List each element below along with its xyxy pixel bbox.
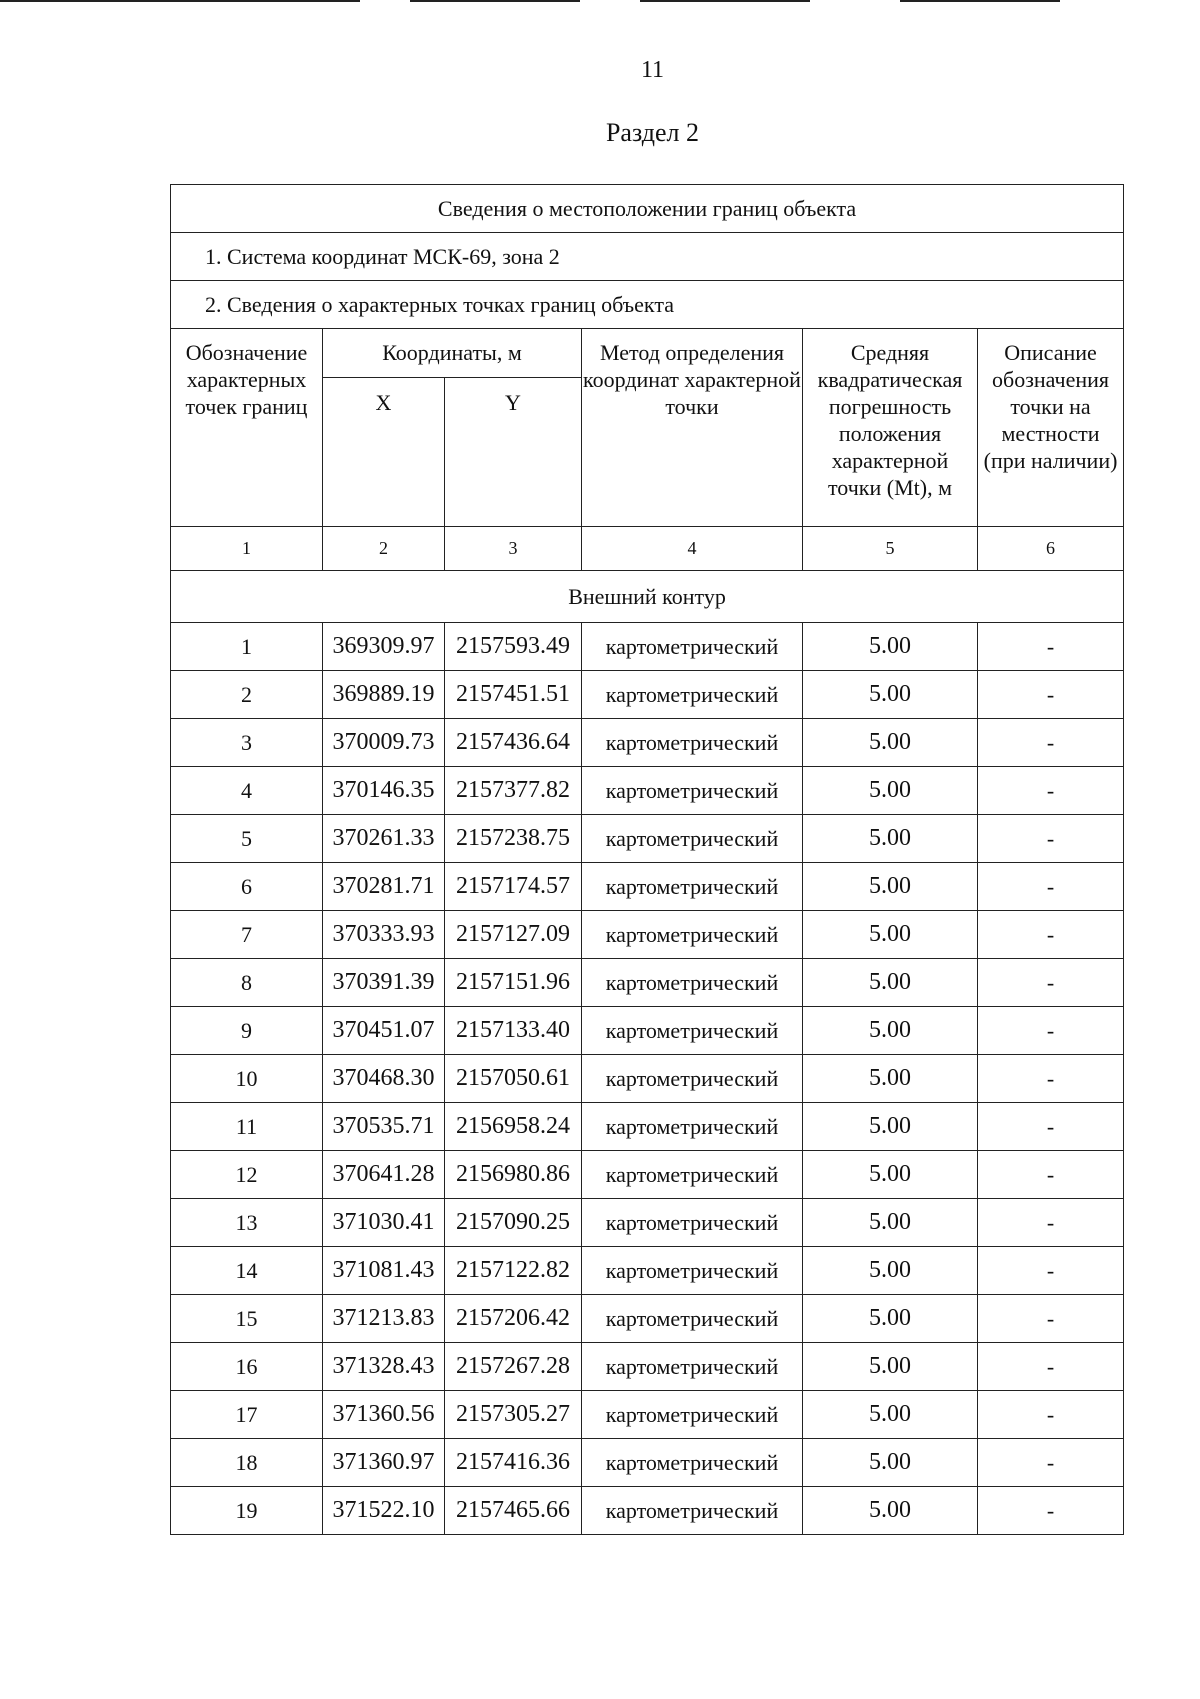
table-row (171, 1343, 1124, 1391)
accuracy-mt: 5.00 (803, 1391, 978, 1439)
header-coordinates: Координаты, м (323, 329, 582, 378)
point-number: 16 (171, 1343, 323, 1391)
method: картометрический (582, 1055, 803, 1103)
coordinate-system: 1. Система координат МСК-69, зона 2 (171, 233, 1124, 281)
coordinate-y: 2157206.42 (445, 1295, 582, 1343)
coordinate-y: 2157377.82 (445, 767, 582, 815)
contour-label: Внешний контур (171, 571, 1124, 623)
accuracy-mt: 5.00 (803, 1007, 978, 1055)
description: - (978, 719, 1124, 767)
table-row (171, 1295, 1124, 1343)
method: картометрический (582, 623, 803, 671)
coordinate-y: 2156958.24 (445, 1103, 582, 1151)
description: - (978, 1151, 1124, 1199)
description: - (978, 1103, 1124, 1151)
description: - (978, 1391, 1124, 1439)
method: картометрический (582, 767, 803, 815)
accuracy-mt: 5.00 (803, 911, 978, 959)
page-number: 11 (640, 57, 665, 83)
method: картометрический (582, 911, 803, 959)
table-row (171, 911, 1124, 959)
coordinate-y: 2157133.40 (445, 1007, 582, 1055)
accuracy-mt: 5.00 (803, 1055, 978, 1103)
point-number: 12 (171, 1151, 323, 1199)
description: - (978, 1247, 1124, 1295)
description: - (978, 815, 1124, 863)
point-number: 9 (171, 1007, 323, 1055)
points-caption: 2. Сведения о характерных точках границ объекта (171, 281, 1124, 329)
accuracy-mt: 5.00 (803, 863, 978, 911)
coordinate-x: 370468.30 (323, 1055, 445, 1103)
table-row (171, 1007, 1124, 1055)
table-row (171, 815, 1124, 863)
description: - (978, 623, 1124, 671)
point-number: 13 (171, 1199, 323, 1247)
point-number: 14 (171, 1247, 323, 1295)
table-row (171, 959, 1124, 1007)
coordinate-y: 2157305.27 (445, 1391, 582, 1439)
header-designation: Обозначение характерных точек границ (171, 329, 323, 527)
coordinate-y: 2157416.36 (445, 1439, 582, 1487)
coordinate-x: 371081.43 (323, 1247, 445, 1295)
method: картометрический (582, 959, 803, 1007)
accuracy-mt: 5.00 (803, 719, 978, 767)
boundary-table-container (170, 184, 1124, 1535)
column-number: 1 (171, 527, 323, 571)
accuracy-mt: 5.00 (803, 1343, 978, 1391)
accuracy-mt: 5.00 (803, 1487, 978, 1535)
table-row (171, 1199, 1124, 1247)
table-row (171, 1247, 1124, 1295)
coordinate-y: 2157238.75 (445, 815, 582, 863)
table-row (171, 1439, 1124, 1487)
method: картометрический (582, 863, 803, 911)
table-body (171, 623, 1124, 1535)
coordinate-x: 370146.35 (323, 767, 445, 815)
coordinate-y: 2157127.09 (445, 911, 582, 959)
point-number: 19 (171, 1487, 323, 1535)
table-row (171, 671, 1124, 719)
coordinate-x: 370261.33 (323, 815, 445, 863)
coordinate-x: 370451.07 (323, 1007, 445, 1055)
table-row (171, 1103, 1124, 1151)
coordinate-x: 370281.71 (323, 863, 445, 911)
header-description: Описание обозначения точки на местности (при наличии) (978, 329, 1124, 527)
description: - (978, 1007, 1124, 1055)
point-number: 17 (171, 1391, 323, 1439)
coordinate-y: 2157151.96 (445, 959, 582, 1007)
table-row (171, 623, 1124, 671)
coordinate-y: 2157436.64 (445, 719, 582, 767)
method: картометрический (582, 1439, 803, 1487)
column-number: 6 (978, 527, 1124, 571)
method: картометрический (582, 1343, 803, 1391)
column-number: 4 (582, 527, 803, 571)
coordinate-x: 370641.28 (323, 1151, 445, 1199)
coordinate-x: 369309.97 (323, 623, 445, 671)
accuracy-mt: 5.00 (803, 1439, 978, 1487)
coordinate-y: 2157050.61 (445, 1055, 582, 1103)
accuracy-mt: 5.00 (803, 815, 978, 863)
header-x: X (323, 378, 445, 527)
description: - (978, 959, 1124, 1007)
description: - (978, 1439, 1124, 1487)
coordinate-x: 371213.83 (323, 1295, 445, 1343)
table-row (171, 1487, 1124, 1535)
column-number: 5 (803, 527, 978, 571)
column-number: 3 (445, 527, 582, 571)
point-number: 2 (171, 671, 323, 719)
coordinate-y: 2157593.49 (445, 623, 582, 671)
method: картометрический (582, 719, 803, 767)
description: - (978, 1295, 1124, 1343)
point-number: 8 (171, 959, 323, 1007)
coordinate-x: 370391.39 (323, 959, 445, 1007)
point-number: 10 (171, 1055, 323, 1103)
point-number: 11 (171, 1103, 323, 1151)
coordinate-x: 370535.71 (323, 1103, 445, 1151)
table-row (171, 1055, 1124, 1103)
description: - (978, 1343, 1124, 1391)
scan-artifact-line (0, 0, 360, 2)
point-number: 15 (171, 1295, 323, 1343)
description: - (978, 1487, 1124, 1535)
point-number: 4 (171, 767, 323, 815)
point-number: 1 (171, 623, 323, 671)
point-number: 7 (171, 911, 323, 959)
coordinate-x: 370333.93 (323, 911, 445, 959)
header-accuracy: Средняя квадратическая погрешность положения характерной точки (Mt), м (803, 329, 978, 527)
method: картометрический (582, 1151, 803, 1199)
point-number: 5 (171, 815, 323, 863)
table-title: Сведения о местоположении границ объекта (171, 185, 1124, 233)
header-y: Y (445, 378, 582, 527)
point-number: 3 (171, 719, 323, 767)
table-row (171, 767, 1124, 815)
accuracy-mt: 5.00 (803, 1151, 978, 1199)
description: - (978, 911, 1124, 959)
coordinate-x: 370009.73 (323, 719, 445, 767)
coordinate-y: 2157465.66 (445, 1487, 582, 1535)
coordinate-y: 2157267.28 (445, 1343, 582, 1391)
scan-artifact-line (410, 0, 580, 2)
coordinate-y: 2157122.82 (445, 1247, 582, 1295)
coordinate-x: 371522.10 (323, 1487, 445, 1535)
coordinate-x: 369889.19 (323, 671, 445, 719)
accuracy-mt: 5.00 (803, 767, 978, 815)
accuracy-mt: 5.00 (803, 671, 978, 719)
method: картометрический (582, 671, 803, 719)
description: - (978, 767, 1124, 815)
section-title: Раздел 2 (605, 118, 700, 147)
method: картометрический (582, 1247, 803, 1295)
table-row (171, 719, 1124, 767)
coordinate-y: 2157451.51 (445, 671, 582, 719)
accuracy-mt: 5.00 (803, 1199, 978, 1247)
method: картометрический (582, 1487, 803, 1535)
coordinate-x: 371360.97 (323, 1439, 445, 1487)
scan-artifact-line (900, 0, 1060, 2)
table-row (171, 1151, 1124, 1199)
method: картометрический (582, 1295, 803, 1343)
description: - (978, 863, 1124, 911)
method: картометрический (582, 815, 803, 863)
description: - (978, 1055, 1124, 1103)
method: картометрический (582, 1007, 803, 1055)
column-number: 2 (323, 527, 445, 571)
header-method: Метод определения координат характерной точки (582, 329, 803, 527)
method: картометрический (582, 1391, 803, 1439)
accuracy-mt: 5.00 (803, 1295, 978, 1343)
coordinate-x: 371360.56 (323, 1391, 445, 1439)
method: картометрический (582, 1103, 803, 1151)
table-row (171, 1391, 1124, 1439)
scan-artifact-line (640, 0, 810, 2)
point-number: 18 (171, 1439, 323, 1487)
point-number: 6 (171, 863, 323, 911)
coordinate-y: 2156980.86 (445, 1151, 582, 1199)
method: картометрический (582, 1199, 803, 1247)
coordinate-y: 2157090.25 (445, 1199, 582, 1247)
accuracy-mt: 5.00 (803, 959, 978, 1007)
coordinate-x: 371030.41 (323, 1199, 445, 1247)
boundary-points-table (170, 184, 1124, 1535)
accuracy-mt: 5.00 (803, 1103, 978, 1151)
description: - (978, 1199, 1124, 1247)
accuracy-mt: 5.00 (803, 623, 978, 671)
table-row (171, 863, 1124, 911)
description: - (978, 671, 1124, 719)
accuracy-mt: 5.00 (803, 1247, 978, 1295)
coordinate-x: 371328.43 (323, 1343, 445, 1391)
coordinate-y: 2157174.57 (445, 863, 582, 911)
